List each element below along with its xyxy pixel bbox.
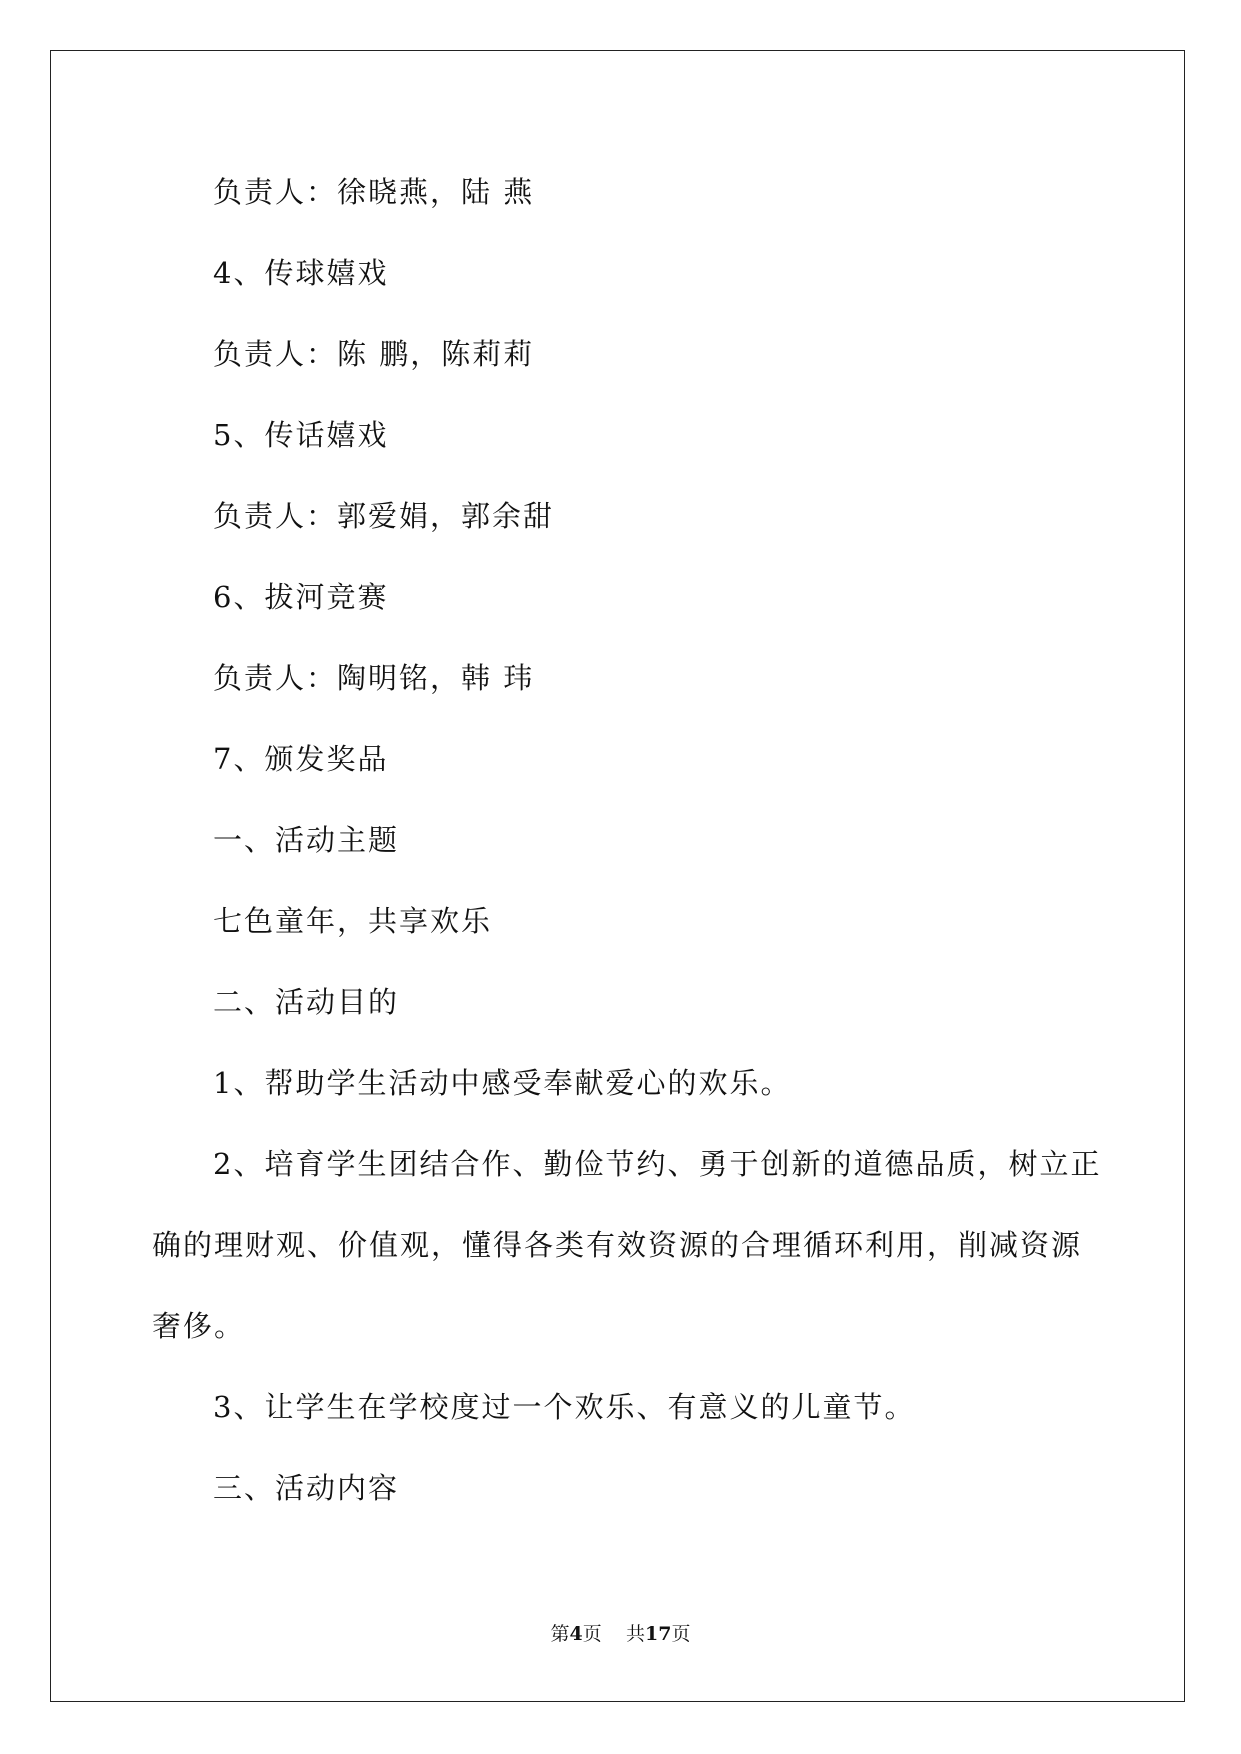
- section-heading-theme: 一、活动主题: [213, 823, 400, 857]
- page-border: [50, 50, 1185, 1702]
- purpose-item-2-line-1: 2、培育学生团结合作、勤俭节约、勇于创新的道德品质，树立正: [213, 1147, 1102, 1181]
- purpose-item-3: 3、让学生在学校度过一个欢乐、有意义的儿童节。: [213, 1390, 916, 1424]
- activity-item-4: 4、传球嬉戏: [213, 256, 389, 290]
- page-footer: [0, 1622, 1241, 1646]
- purpose-item-2-line-2: 确的理财观、价值观，懂得各类有效资源的合理循环利用，削减资源: [152, 1228, 1083, 1262]
- activity-item-6: 6、拔河竞赛: [213, 580, 389, 614]
- responsible-persons-line: 负责人：郭爱娟，郭余甜: [213, 499, 555, 533]
- theme-text: 七色童年，共享欢乐: [213, 904, 493, 938]
- page-prefix: 第: [550, 1623, 570, 1645]
- total-pages: 17: [644, 1623, 672, 1645]
- page-number: 4: [569, 1623, 583, 1645]
- total-suffix: 页: [671, 1623, 691, 1645]
- activity-item-7: 7、颁发奖品: [213, 742, 389, 776]
- page-suffix: 页: [582, 1623, 602, 1645]
- responsible-persons-line: 负责人：陶明铭，韩 玮: [213, 661, 535, 695]
- responsible-persons-line: 负责人：徐晓燕，陆 燕: [213, 175, 535, 209]
- responsible-persons-line: 负责人：陈 鹏，陈莉莉: [213, 337, 535, 371]
- purpose-item-1: 1、帮助学生活动中感受奉献爱心的欢乐。: [213, 1066, 792, 1100]
- section-heading-content: 三、活动内容: [213, 1471, 400, 1505]
- activity-item-5: 5、传话嬉戏: [213, 418, 389, 452]
- section-heading-purpose: 二、活动目的: [213, 985, 400, 1019]
- total-prefix: 共: [625, 1623, 645, 1645]
- purpose-item-2-line-3: 奢侈。: [152, 1309, 246, 1343]
